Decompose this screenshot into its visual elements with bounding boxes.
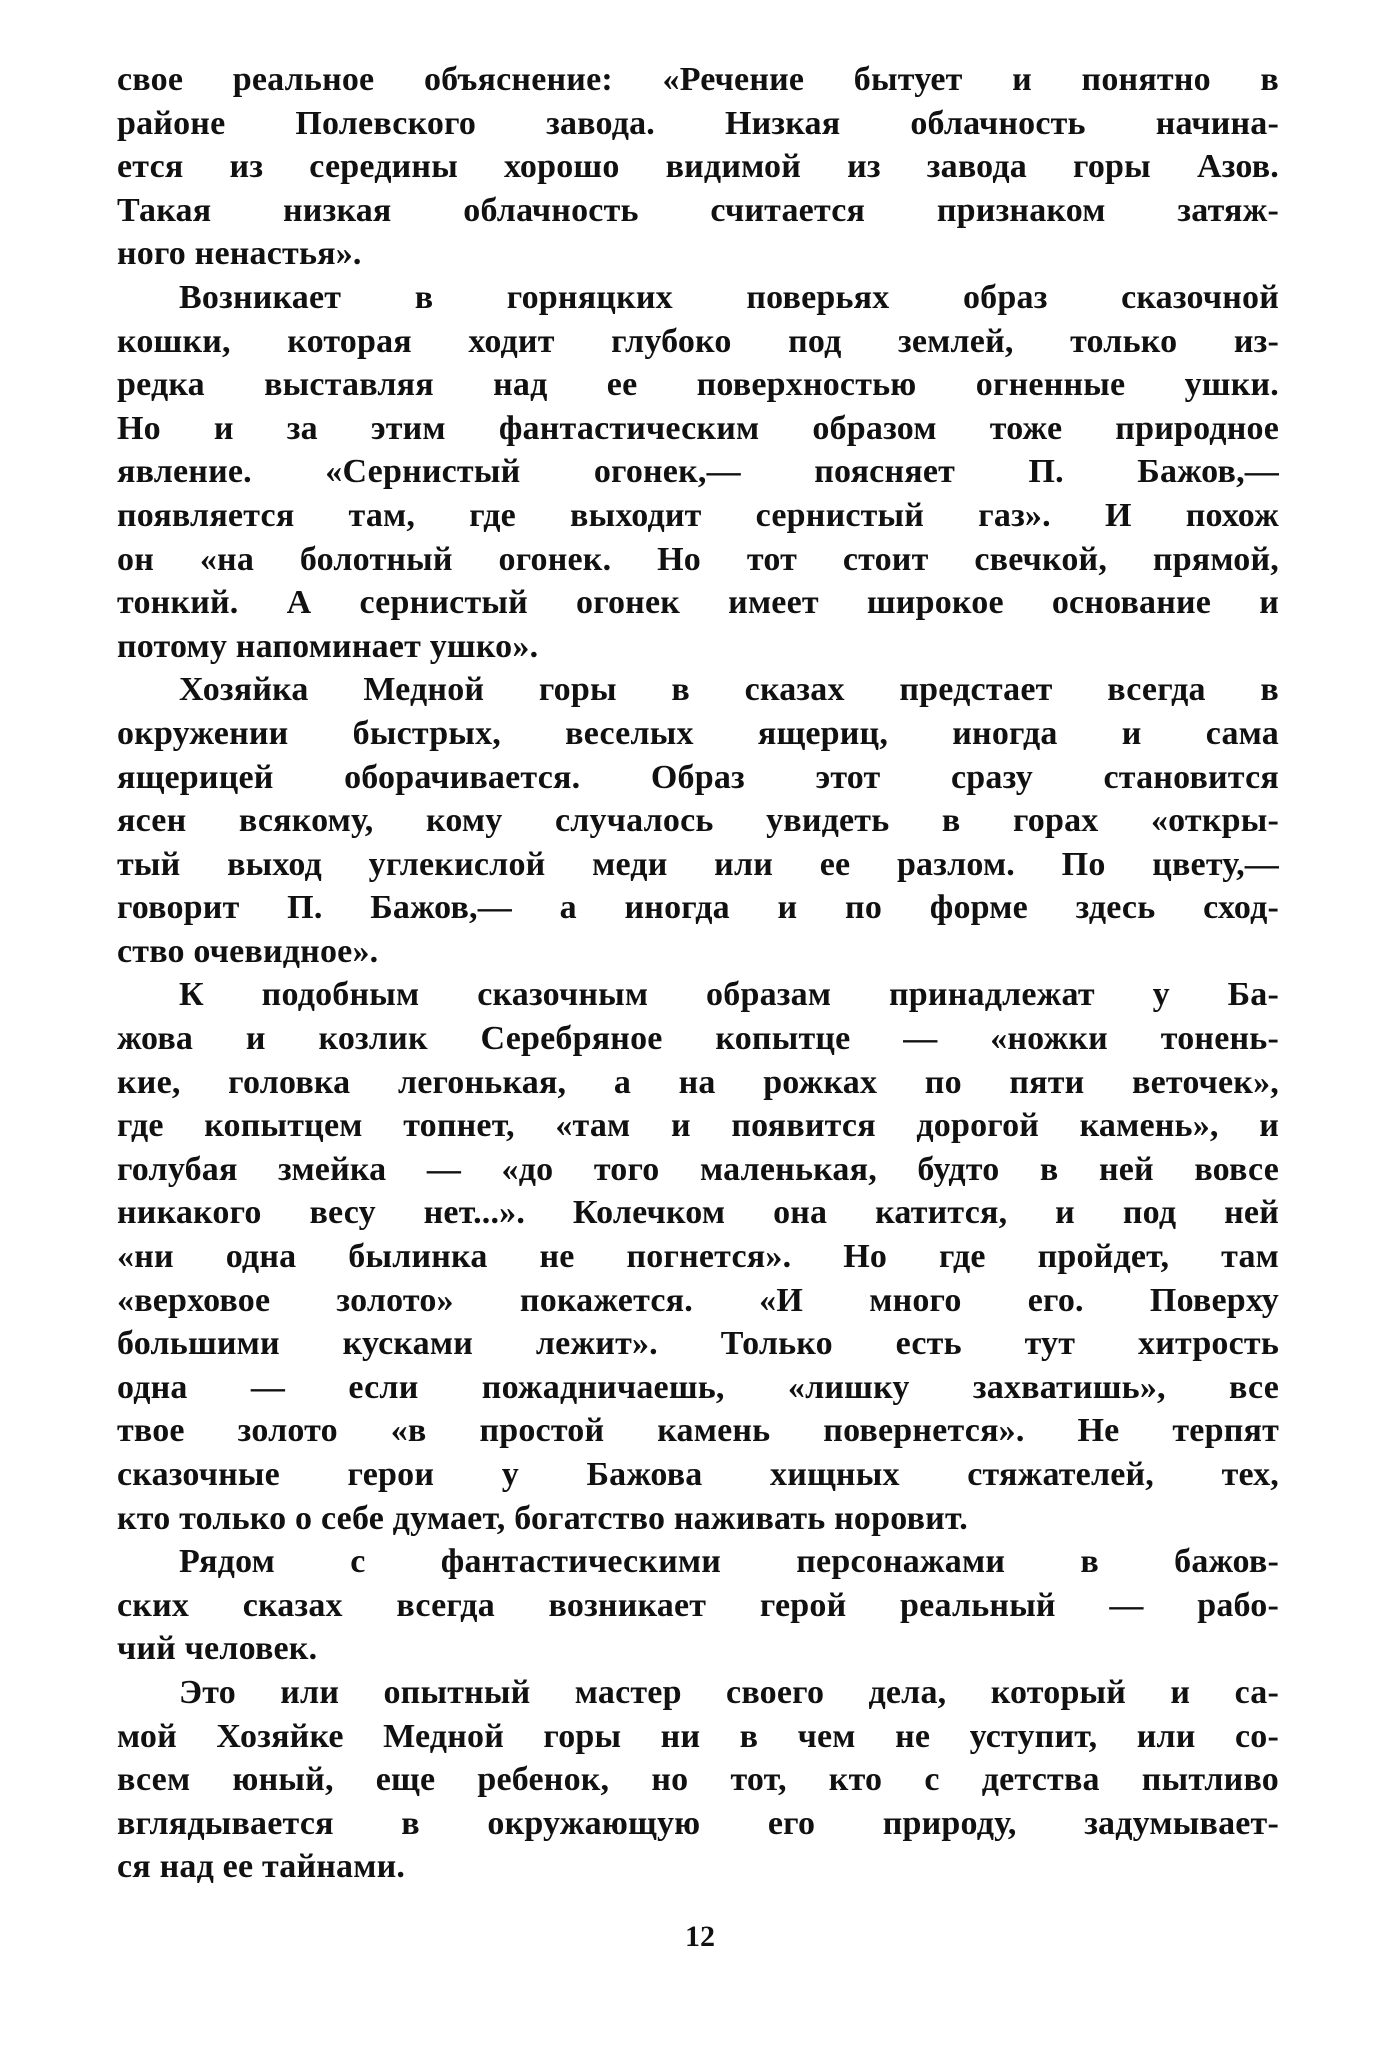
text-line: появляется там, где выходит сернистый газ». И похож <box>117 496 1279 534</box>
text-line: Рядом с фантастическими персонажами в бажов- <box>179 1543 1279 1581</box>
paragraph <box>117 276 1279 668</box>
text-line: «ни одна былинка не погнется». Но где пройдет, там <box>117 1238 1279 1276</box>
text-line: Это или опытный мастер своего дела, который и са- <box>179 1673 1279 1711</box>
text-line: ного ненастья». <box>117 235 362 273</box>
text-line: тонкий. А сернистый огонек имеет широкое основание и <box>117 584 1279 622</box>
text-line: голубая змейка — «до того маленькая, будто в ней вовсе <box>117 1150 1279 1188</box>
text-line: К подобным сказочным образам принадлежат у Ба- <box>179 976 1279 1014</box>
text-line: большими кусками лежит». Только есть тут хитрость <box>117 1325 1279 1363</box>
text-line: районе Полевского завода. Низкая облачность начина- <box>117 104 1279 142</box>
text-line: кошки, которая ходит глубоко под землей, только из- <box>117 322 1279 360</box>
text-line: кто только о себе думает, богатство наживать норовит. <box>117 1499 968 1537</box>
text-line: одна — если пожадничаешь, «лишку захватишь», все <box>117 1368 1279 1406</box>
text-line: кие, головка легонькая, а на рожках по пяти веточек», <box>117 1063 1279 1101</box>
text-line: ство очевидное». <box>117 932 379 970</box>
text-line: ется из середины хорошо видимой из завода горы Азов. <box>117 148 1279 186</box>
text-line: ся над ее тайнами. <box>117 1848 406 1886</box>
text-line: ских сказах всегда возникает герой реальный — рабо- <box>117 1586 1279 1624</box>
text-line: мой Хозяйке Медной горы ни в чем не уступит, или со- <box>117 1717 1279 1755</box>
text-line: сказочные герои у Бажова хищных стяжателей, тех, <box>117 1456 1279 1493</box>
text-line: твое золото «в простой камень повернется». Не терпят <box>117 1412 1279 1450</box>
text-line: ящерицей оборачивается. Образ этот сразу становится <box>117 758 1279 796</box>
text-line: явление. «Сернистый огонек,— поясняет П. Бажов,— <box>117 453 1279 491</box>
text-line: Хозяйка Медной горы в сказах предстает всегда в <box>179 671 1279 709</box>
text-line: жова и козлик Серебряное копытце — «ножки тонень- <box>117 1020 1279 1058</box>
text-line: никакого весу нет...». Колечком она катится, и под ней <box>117 1194 1279 1232</box>
text-line: «верховое золото» покажется. «И много его. Поверху <box>117 1281 1279 1319</box>
text-line: редка выставляя над ее поверхностью огненные ушки. <box>117 366 1279 404</box>
text-line: Но и за этим фантастическим образом тоже природное <box>117 409 1279 447</box>
text-line: вглядывается в окружающую его природу, задумывает- <box>117 1804 1279 1842</box>
paragraph <box>117 1540 1279 1671</box>
text-line: ясен всякому, кому случалось увидеть в горах «откры- <box>117 802 1279 840</box>
paragraph <box>117 58 1279 276</box>
text-line: говорит П. Бажов,— а иногда и по форме здесь сход- <box>117 889 1279 927</box>
text-line: где копытцем топнет, «там и появится дорогой камень», и <box>117 1107 1279 1145</box>
text-line: тый выход углекислой меди или ее разлом. По цвету,— <box>117 845 1279 883</box>
text-line: свое реальное объяснение: «Речение бытует и понятно в <box>117 61 1279 98</box>
page-number: 12 <box>685 1920 715 1953</box>
body-text <box>117 58 1279 1889</box>
text-line: окружении быстрых, веселых ящериц, иногда и сама <box>117 714 1279 752</box>
text-line: потому напоминает ушко». <box>117 627 539 665</box>
text-line: Возникает в горняцких поверьях образ сказочной <box>179 278 1279 316</box>
text-line: чий человек. <box>117 1630 318 1668</box>
text-line: всем юный, еще ребенок, но тот, кто с детства пытливо <box>117 1761 1279 1799</box>
paragraph <box>117 1671 1279 1889</box>
text-line: Такая низкая облачность считается признаком затяж- <box>117 191 1279 229</box>
paragraph <box>117 973 1279 1540</box>
text-line: он «на болотный огонек. Но тот стоит свечкой, прямой, <box>117 540 1279 578</box>
paragraph <box>117 668 1279 973</box>
